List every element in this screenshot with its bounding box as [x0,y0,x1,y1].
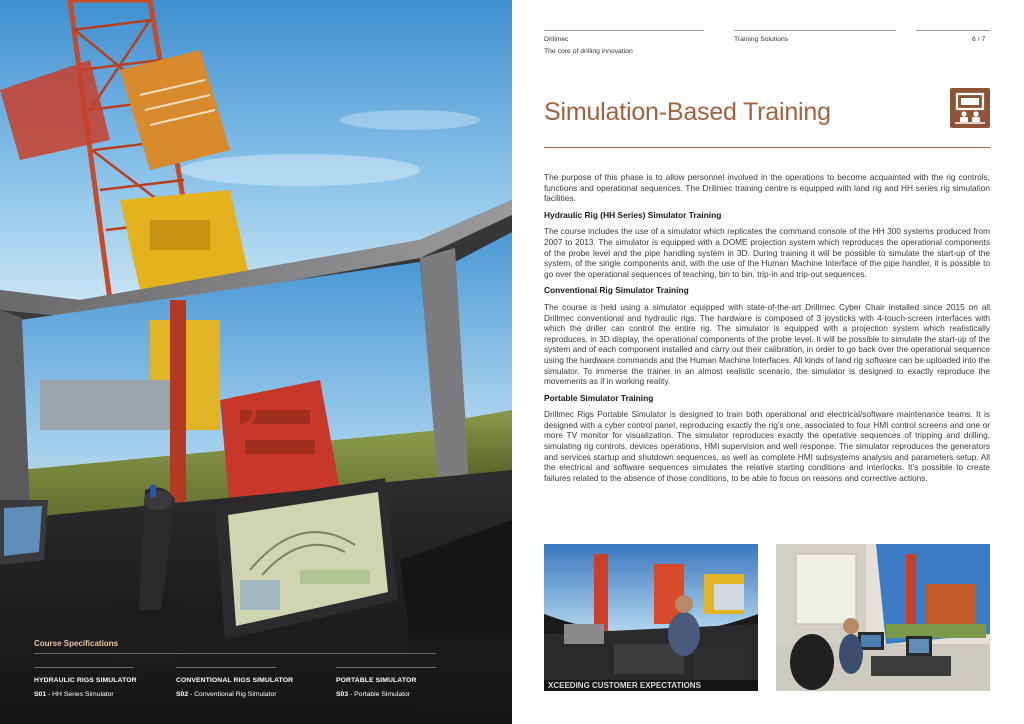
spec-column-heading: HYDRAULIC RIGS SIMULATOR [34,677,137,684]
course-specifications-title: Course Specifications [34,639,119,648]
course-name: - Conventional Rig Simulator [188,691,277,698]
spec-column-heading: CONVENTIONAL RIGS SIMULATOR [176,677,294,684]
course-code: S02 [176,691,189,698]
course-name: - HH Series Simulator [46,691,114,698]
page-number: 6 / 7 [972,36,986,43]
cyber-chair-photo-graphic [544,544,758,691]
text-page [512,0,1024,724]
article-body [544,172,990,489]
specs-divider [34,653,436,654]
spec-column-portable [336,667,486,698]
header-brand: Drillmec [544,36,569,43]
spec-column-hydraulic [34,667,184,698]
spec-course-item [176,691,326,698]
course-name: - Portable Simulator [348,691,411,698]
section-heading-portable: Portable Simulator Training [544,392,654,403]
spec-course-item [34,691,184,698]
header-rule [544,30,704,31]
section-text-hydraulic: The course includes the use of a simulator which replicates the command console of the HH 300 systems produced from 2007 to 2013. The simulator is equipped with a DOME projection system which reproduces the operational components of the probe level and the pipe handling system in 3D. During training it will be possible to simulate the start-up of the system, of the single components and, with the use of the Human Machine Interface of the pipe handler, it is possible to go over the operational sequences of teaching, bin to bin, trip-in and trip-out sequences. [544,226,990,279]
spec-column-rule [176,667,276,668]
spec-column-conventional [176,667,326,698]
header-rule [916,30,990,31]
cyber-chair-photo [544,544,758,691]
photo-caption-text: XCEEDING CUSTOMER EXPECTATIONS [548,681,701,690]
page-title: Simulation-Based Training [544,98,831,126]
portable-simulator-photo [776,544,990,691]
header-tagline: The core of drilling innovation [544,48,633,55]
section-text-conventional: The course is held using a simulator equipped with state-of-the-art Drillmec Cyber Chair installed since 2015 on all Drillmec conventional and hydraulic rigs. The hardware is composed of 3 joysticks with 4-touch-screen interfaces with which the driller can control the entire rig. The simulator is equipped with a projection system which realistically reproduces, in 3D display, the operational components of the probe level. It will be possible to simulate the start-up of the system and of each component installed and carry out their calibration, in order to go back over the operational sequence using the hardware commands and the Human Machine Interfaces. All kinds of land rig software can be uploaded into the simulator. To immerse the trainer in an almost realistic scenario, the simulator is designed to exactly reproduce the movements as if in working reality. [544,301,990,387]
title-divider [544,147,990,148]
portable-simulator-photo-graphic [776,544,990,691]
course-specifications [0,629,512,724]
course-code: S01 [34,691,47,698]
spec-column-heading: PORTABLE SIMULATOR [336,677,417,684]
section-heading-hydraulic: Hydraulic Rig (HH Series) Simulator Training [544,209,722,220]
section-text-portable: Drillmec Rigs Portable Simulator is designed to train both operational and electrical/software maintenance teams. It is designed with a cyber control panel, reproducing exactly the rig’s one, associated to four HMI control screens and one or more TV monitor for visualization. The simulator reproduces exactly the operative sequences of tripping and drilling, simulating rig controls, devices operations, HMI supervision and well response. The simulator reproduces the generators and services startup and shutdown sequences, as well as complete HMI subsystems analysis and parameters setup. All the electrical and software sequences simulates the relative starting conditions and interlocks. It’s possible to create failures related to the absence of those conditions, to be able to focus on reasons and corrective actions. [544,409,990,483]
training-room-icon [950,88,990,128]
header-section: Training Solutions [734,36,789,43]
header-rule [734,30,896,31]
intro-paragraph: The purpose of this phase is to allow personnel involved in the operations to become acquainted with the rig controls, functions and operational sequences. The Drillmec training centre is equipped with land rig and HH series rig simulation facilities. [544,172,990,204]
spec-column-rule [336,667,436,668]
spec-course-item [336,691,486,698]
spec-column-rule [34,667,134,668]
section-heading-conventional: Conventional Rig Simulator Training [544,285,689,296]
training-room-icon-graphic [950,88,990,128]
course-code: S03 [336,691,349,698]
